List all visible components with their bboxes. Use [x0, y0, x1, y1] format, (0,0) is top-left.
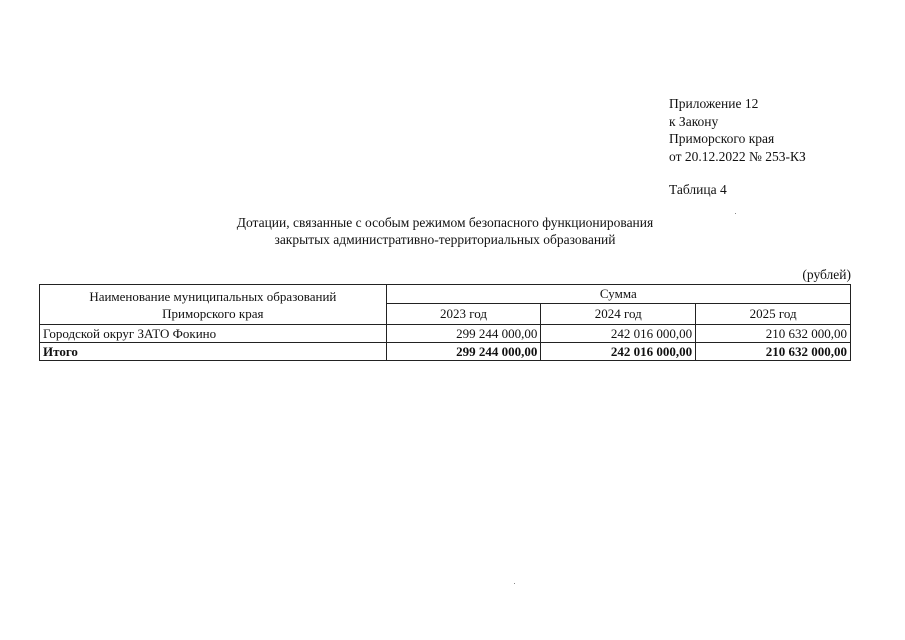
header-year-2025: 2025 год	[696, 304, 851, 325]
appendix-line: Приморского края	[669, 131, 775, 146]
scan-speck	[735, 213, 736, 214]
scan-speck	[514, 583, 515, 584]
total-value-2024: 242 016 000,00	[541, 343, 696, 361]
table-row	[40, 325, 851, 343]
header-year-2024: 2024 год	[541, 304, 696, 325]
header-name-line: Наименование муниципальных образований	[89, 288, 337, 304]
header-name-line: Приморского края	[162, 305, 264, 321]
row-value-2023: 299 244 000,00	[386, 325, 541, 343]
row-name: Городской округ ЗАТО Фокино	[40, 325, 387, 343]
dotation-table	[39, 284, 851, 361]
appendix-block	[669, 95, 806, 165]
appendix-line: от 20.12.2022 № 253-КЗ	[669, 148, 806, 164]
unit-label: (рублей)	[802, 267, 851, 282]
row-value-2025: 210 632 000,00	[696, 325, 851, 343]
total-name: Итого	[40, 343, 387, 361]
document-title	[150, 215, 740, 248]
total-value-2023: 299 244 000,00	[386, 343, 541, 361]
title-line: Дотации, связанные с особым режимом безопасного функционирования	[236, 215, 654, 230]
total-value-2025: 210 632 000,00	[696, 343, 851, 361]
appendix-line: Приложение 12	[669, 96, 759, 111]
title-line: закрытых административно-территориальных образований	[274, 231, 616, 247]
header-year-2023: 2023 год	[386, 304, 541, 325]
header-sum: Сумма	[386, 285, 850, 304]
table-header-row	[40, 285, 851, 304]
appendix-line: к Закону	[669, 113, 719, 129]
row-value-2024: 242 016 000,00	[541, 325, 696, 343]
table-total-row	[40, 343, 851, 361]
table-number: Таблица 4	[669, 182, 727, 197]
header-municipality	[40, 285, 387, 325]
